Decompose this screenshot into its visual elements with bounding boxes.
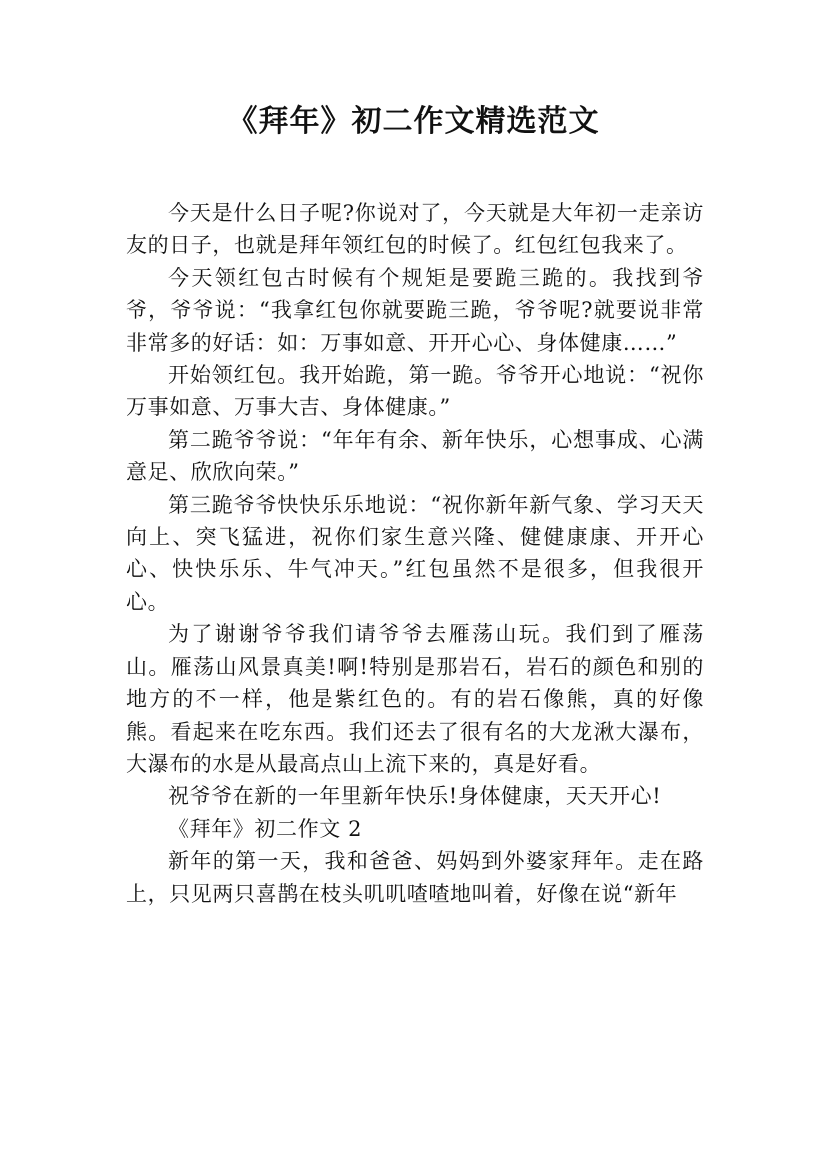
document-title: 《拜年》初二作文精选范文 — [227, 104, 600, 139]
paragraph: 祝爷爷在新的一年里新年快乐!身体健康，天天开心! — [168, 784, 662, 809]
document-body — [126, 197, 704, 910]
section-heading: 《拜年》初二作文 2 — [168, 816, 363, 841]
paragraph: 开始领红包。我开始跪，第一跪。爷爷开心地说：“祝你万事如意、万事大吉、身体健康。” — [126, 363, 704, 420]
paragraph: 第二跪爷爷说：“年年有余、新年快乐，心想事成、心满意足、欣欣向荣。” — [126, 427, 704, 485]
paragraph: 新年的第一天，我和爸爸、妈妈到外婆家拜年。走在路上，只见两只喜鹊在枝头叽叽喳喳地叫着，好像在说“新年 — [126, 849, 704, 906]
paragraph: 今天领红包古时候有个规矩是要跪三跪的。我找到爷爷，爷爷说：“我拿红包你就要跪三跪，爷爷呢?就要说非常非常多的好话：如：万事如意、开开心心、身体健康……” — [126, 265, 704, 355]
paragraph: 为了谢谢爷爷我们请爷爷去雁荡山玩。我们到了雁荡山。雁荡山风景真美!啊!特别是那岩石，岩石的颜色和别的地方的不一样，他是紫红色的。有的岩石像熊，真的好像熊。看起来在吃东西。我们还去了很有名的大龙湫大瀑布，大瀑布的水是从最高点山上流下来的，真是好看。 — [126, 622, 704, 776]
paragraph: 今天是什么日子呢?你说对了，今天就是大年初一走亲访友的日子，也就是拜年领红包的时候了。红包红包我来了。 — [126, 201, 704, 258]
paragraph: 第三跪爷爷快快乐乐地说：“祝你新年新气象、学习天天向上、突飞猛进，祝你们家生意兴隆、健健康康、开开心心、快快乐乐、牛气冲天。”红包虽然不是很多，但我很开心。 — [126, 492, 704, 614]
